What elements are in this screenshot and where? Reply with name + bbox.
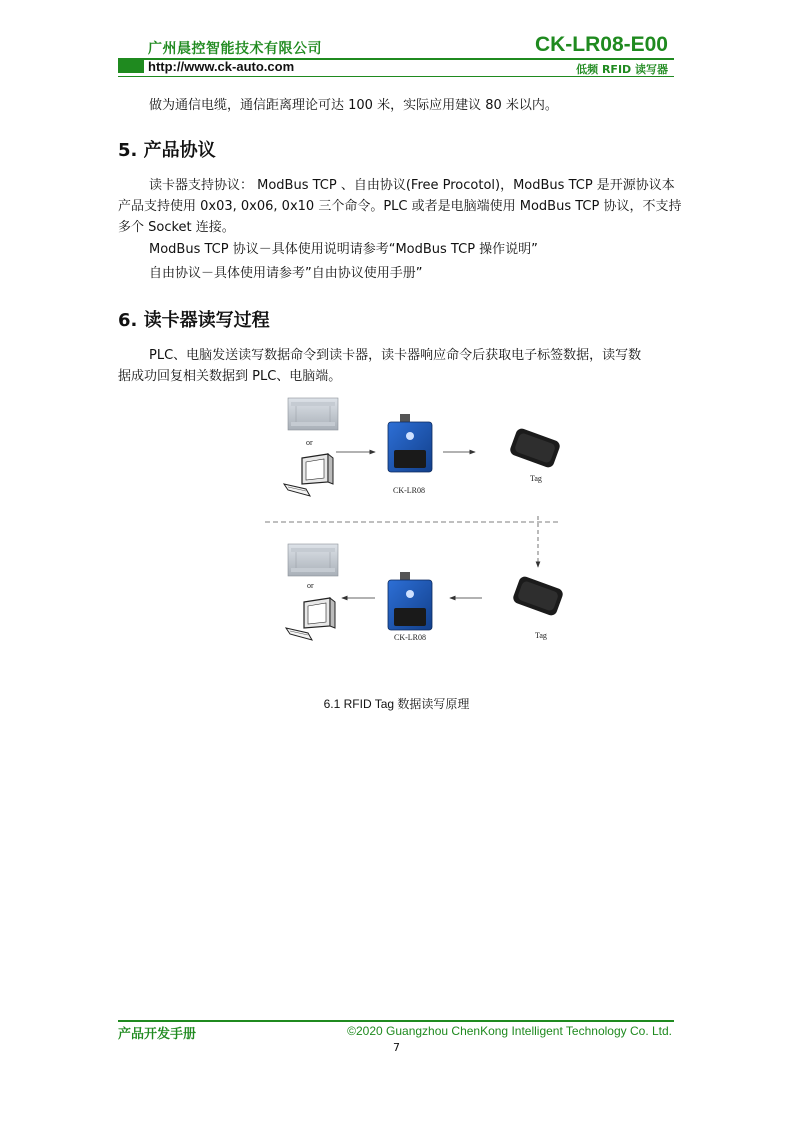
footer-title: 产品开发手册 — [118, 1027, 197, 1042]
header-model: CK-LR08-E00 — [534, 33, 668, 56]
tag-label-top: Tag — [530, 474, 542, 483]
computer-bottom-icon — [286, 598, 335, 640]
computer-top-icon — [284, 454, 333, 496]
section5-para1-line1: 读卡器支持协议： ModBus TCP 、自由协议(Free Procotol)，ModBus TCP 是开源协议本 — [149, 178, 675, 193]
or-label-bottom: or — [307, 581, 314, 590]
reader-label-bottom: CK-LR08 — [394, 633, 426, 642]
tag-bottom-icon — [512, 575, 565, 617]
tag-top-icon — [509, 427, 562, 469]
header-company: 广州晨控智能技术有限公司 — [148, 41, 322, 57]
section6-para-line2: 据成功回复相关数据到 PLC、电脑端。 — [118, 369, 342, 384]
intro-line: 做为通信电缆，通信距离理论可达 100 米，实际应用建议 80 米以内。 — [149, 98, 558, 113]
section6-heading: 6. 读卡器读写过程 — [118, 310, 270, 331]
footer-copyright: ©2020 Guangzhou ChenKong Intelligent Technology Co. Ltd. — [347, 1024, 672, 1038]
page-number: 7 — [393, 1041, 400, 1054]
section5-para1-line3: 多个 Socket 连接。 — [118, 220, 235, 235]
section5-para1-line2: 产品支持使用 0x03, 0x06, 0x10 三个命令。PLC 或者是电脑端使用 ModBus TCP 协议，不支持 — [118, 199, 682, 214]
section6-para-line1: PLC、电脑发送读写数据命令到读卡器，读卡器响应命令后获取电子标签数据，读写数 — [149, 348, 642, 363]
section5-para2: ModBus TCP 协议－具体使用说明请参考“ModBus TCP 操作说明” — [149, 242, 538, 257]
reader-top-icon — [388, 414, 432, 472]
or-label-top: or — [306, 438, 313, 447]
header-url[interactable]: http://www.ck-auto.com — [148, 59, 295, 74]
rfid-process-diagram — [260, 392, 570, 652]
figure-caption: 6.1 RFID Tag 数据读写原理 — [323, 697, 470, 711]
reader-label-top: CK-LR08 — [393, 486, 425, 495]
header-product-type: 低频 RFID 读写器 — [576, 63, 668, 76]
section5-para3: 自由协议－具体使用请参考”自由协议使用手册” — [149, 266, 423, 281]
header-bottom-rule — [118, 76, 674, 77]
tag-label-bottom: Tag — [535, 631, 547, 640]
plc-bottom-icon — [288, 544, 338, 576]
reader-bottom-icon — [388, 572, 432, 630]
header-green-block — [118, 58, 144, 73]
footer-rule — [118, 1020, 674, 1022]
section5-heading: 5. 产品协议 — [118, 140, 216, 161]
plc-top-icon — [288, 398, 338, 430]
